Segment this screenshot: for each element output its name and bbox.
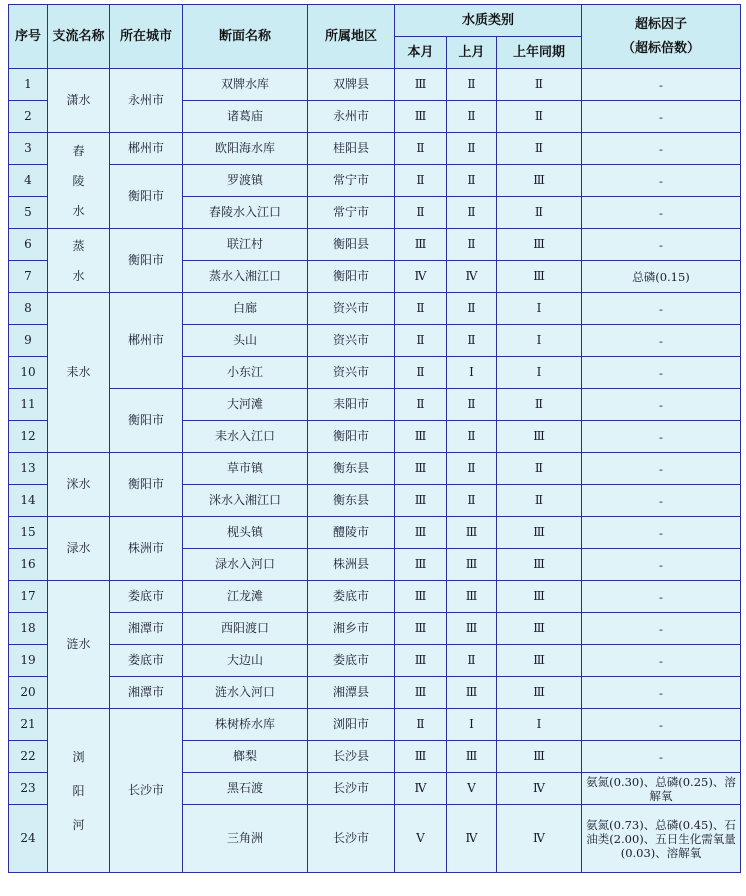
quality-last-year: Ⅲ [497, 677, 582, 709]
row-no: 3 [9, 133, 48, 165]
table-row [9, 581, 741, 613]
quality-last-year: Ⅰ [497, 293, 582, 325]
header-exceed [582, 5, 741, 69]
exceed-cell: - [582, 709, 741, 741]
quality-last-year: Ⅱ [497, 101, 582, 133]
exceed-cell: 氨氮(0.73)、总磷(0.45)、石油类(2.00)、五日生化需氧量(0.03)、溶解氧 [582, 805, 741, 873]
city-cell: 长沙市 [110, 709, 183, 873]
quality-this-month: Ⅳ [395, 261, 447, 293]
quality-last-month: Ⅱ [447, 101, 497, 133]
region-cell: 衡阳县 [308, 229, 395, 261]
quality-last-year: Ⅱ [497, 69, 582, 101]
header-quality-last-month: 上月 [447, 37, 497, 69]
header-exceed-title: 超标因子 [634, 16, 687, 32]
header-branch: 支流名称 [48, 5, 110, 69]
section-cell: 西阳渡口 [183, 613, 308, 645]
region-cell: 娄底市 [308, 581, 395, 613]
exceed-cell: - [582, 741, 741, 773]
exceed-cell: - [582, 389, 741, 421]
city-cell: 衡阳市 [110, 389, 183, 453]
quality-last-month: Ⅱ [447, 485, 497, 517]
quality-this-month: Ⅲ [395, 421, 447, 453]
table-row [9, 709, 741, 741]
section-cell: 蒸水入湘江口 [183, 261, 308, 293]
section-cell: 枧头镇 [183, 517, 308, 549]
exceed-cell: - [582, 645, 741, 677]
header-city: 所在城市 [110, 5, 183, 69]
region-cell: 长沙市 [308, 805, 395, 873]
quality-this-month: Ⅲ [395, 613, 447, 645]
branch-cell [48, 229, 110, 293]
water-quality-table [8, 4, 741, 873]
row-no: 24 [9, 805, 48, 873]
quality-last-month: Ⅱ [447, 293, 497, 325]
exceed-cell: - [582, 485, 741, 517]
section-cell: 大河滩 [183, 389, 308, 421]
quality-last-year: Ⅲ [497, 421, 582, 453]
table-row [9, 133, 741, 165]
header-region: 所属地区 [308, 5, 395, 69]
section-cell: 涟水入河口 [183, 677, 308, 709]
section-cell: 联江村 [183, 229, 308, 261]
section-cell: 渌水入河口 [183, 549, 308, 581]
branch-cell: 耒水 [48, 293, 110, 453]
quality-last-month: Ⅱ [447, 133, 497, 165]
quality-last-month: Ⅱ [447, 421, 497, 453]
quality-last-year: Ⅲ [497, 645, 582, 677]
quality-last-year: Ⅲ [497, 229, 582, 261]
quality-this-month: Ⅲ [395, 549, 447, 581]
section-cell: 洣水入湘江口 [183, 485, 308, 517]
branch-vertical-text: 蒸水 [72, 238, 85, 283]
region-cell: 常宁市 [308, 165, 395, 197]
exceed-cell: - [582, 197, 741, 229]
exceed-cell: - [582, 229, 741, 261]
table-row [9, 69, 741, 101]
section-cell: 罗渡镇 [183, 165, 308, 197]
section-cell: 三角洲 [183, 805, 308, 873]
exceed-cell: - [582, 613, 741, 645]
quality-last-month: Ⅱ [447, 325, 497, 357]
row-no: 16 [9, 549, 48, 581]
quality-this-month: Ⅱ [395, 709, 447, 741]
row-no: 15 [9, 517, 48, 549]
quality-last-year: Ⅲ [497, 613, 582, 645]
header-quality-this-month: 本月 [395, 37, 447, 69]
exceed-cell: - [582, 325, 741, 357]
branch-cell: 渌水 [48, 517, 110, 581]
quality-last-month: Ⅱ [447, 197, 497, 229]
row-no: 19 [9, 645, 48, 677]
region-cell: 娄底市 [308, 645, 395, 677]
quality-last-month: Ⅲ [447, 517, 497, 549]
region-cell: 桂阳县 [308, 133, 395, 165]
quality-last-year: Ⅰ [497, 357, 582, 389]
quality-last-month: Ⅲ [447, 613, 497, 645]
row-no: 17 [9, 581, 48, 613]
city-cell: 湘潭市 [110, 677, 183, 709]
city-cell: 郴州市 [110, 293, 183, 389]
section-cell: 株树桥水库 [183, 709, 308, 741]
exceed-cell: 氨氮(0.30)、总磷(0.25)、溶解氧 [582, 773, 741, 805]
table-row [9, 645, 741, 677]
region-cell: 永州市 [308, 101, 395, 133]
region-cell: 湘乡市 [308, 613, 395, 645]
exceed-cell: - [582, 421, 741, 453]
exceed-cell: 总磷(0.15) [582, 261, 741, 293]
quality-this-month: Ⅲ [395, 517, 447, 549]
city-cell: 郴州市 [110, 133, 183, 165]
branch-cell: 涟水 [48, 581, 110, 709]
region-cell: 耒阳市 [308, 389, 395, 421]
row-no: 21 [9, 709, 48, 741]
row-no: 20 [9, 677, 48, 709]
quality-this-month: Ⅴ [395, 805, 447, 873]
row-no: 11 [9, 389, 48, 421]
header-quality-last-year: 上年同期 [497, 37, 582, 69]
region-cell: 资兴市 [308, 357, 395, 389]
section-cell: 欧阳海水库 [183, 133, 308, 165]
section-cell: 榔梨 [183, 741, 308, 773]
exceed-cell: - [582, 165, 741, 197]
quality-last-year: Ⅳ [497, 773, 582, 805]
section-cell: 白廊 [183, 293, 308, 325]
table-row [9, 165, 741, 197]
city-cell: 娄底市 [110, 581, 183, 613]
row-no: 2 [9, 101, 48, 133]
quality-this-month: Ⅱ [395, 389, 447, 421]
quality-last-month: Ⅱ [447, 165, 497, 197]
row-no: 14 [9, 485, 48, 517]
section-cell: 诸葛庙 [183, 101, 308, 133]
table-row [9, 229, 741, 261]
branch-cell: 潇水 [48, 69, 110, 133]
quality-last-year: Ⅱ [497, 133, 582, 165]
quality-last-month: Ⅲ [447, 581, 497, 613]
exceed-cell: - [582, 581, 741, 613]
table-row [9, 613, 741, 645]
quality-this-month: Ⅲ [395, 741, 447, 773]
quality-last-month: Ⅰ [447, 709, 497, 741]
city-cell: 衡阳市 [110, 229, 183, 293]
quality-this-month: Ⅲ [395, 101, 447, 133]
quality-last-month: Ⅱ [447, 453, 497, 485]
table-row [9, 453, 741, 485]
branch-cell: 洣水 [48, 453, 110, 517]
region-cell: 资兴市 [308, 325, 395, 357]
quality-this-month: Ⅲ [395, 69, 447, 101]
exceed-cell: - [582, 101, 741, 133]
exceed-cell: - [582, 453, 741, 485]
quality-last-month: Ⅳ [447, 805, 497, 873]
exceed-cell: - [582, 133, 741, 165]
quality-this-month: Ⅲ [395, 645, 447, 677]
quality-this-month: Ⅱ [395, 357, 447, 389]
quality-last-year: Ⅳ [497, 805, 582, 873]
quality-last-month: Ⅱ [447, 389, 497, 421]
quality-this-month: Ⅲ [395, 581, 447, 613]
quality-last-month: Ⅲ [447, 549, 497, 581]
quality-this-month: Ⅳ [395, 773, 447, 805]
quality-last-year: Ⅱ [497, 485, 582, 517]
section-cell: 舂陵水入江口 [183, 197, 308, 229]
quality-this-month: Ⅲ [395, 677, 447, 709]
section-cell: 草市镇 [183, 453, 308, 485]
table-row [9, 293, 741, 325]
city-cell: 娄底市 [110, 645, 183, 677]
region-cell: 长沙县 [308, 741, 395, 773]
quality-last-year: Ⅱ [497, 197, 582, 229]
table-row [9, 677, 741, 709]
row-no: 10 [9, 357, 48, 389]
row-no: 6 [9, 229, 48, 261]
quality-last-month: Ⅴ [447, 773, 497, 805]
region-cell: 衡东县 [308, 485, 395, 517]
row-no: 5 [9, 197, 48, 229]
quality-last-year: Ⅱ [497, 389, 582, 421]
quality-this-month: Ⅱ [395, 197, 447, 229]
quality-last-month: Ⅱ [447, 229, 497, 261]
quality-this-month: Ⅱ [395, 293, 447, 325]
row-no: 1 [9, 69, 48, 101]
section-cell: 江龙滩 [183, 581, 308, 613]
quality-last-year: Ⅲ [497, 741, 582, 773]
city-cell: 衡阳市 [110, 453, 183, 517]
region-cell: 醴陵市 [308, 517, 395, 549]
branch-cell [48, 709, 110, 873]
region-cell: 常宁市 [308, 197, 395, 229]
quality-last-year: Ⅲ [497, 581, 582, 613]
quality-this-month: Ⅱ [395, 165, 447, 197]
region-cell: 资兴市 [308, 293, 395, 325]
quality-last-year: Ⅰ [497, 709, 582, 741]
exceed-cell: - [582, 357, 741, 389]
region-cell: 浏阳市 [308, 709, 395, 741]
quality-last-month: Ⅰ [447, 357, 497, 389]
region-cell: 衡阳市 [308, 261, 395, 293]
branch-vertical-text: 浏阳河 [72, 749, 85, 832]
section-cell: 小东江 [183, 357, 308, 389]
section-cell: 耒水入江口 [183, 421, 308, 453]
quality-this-month: Ⅲ [395, 229, 447, 261]
exceed-cell: - [582, 677, 741, 709]
row-no: 22 [9, 741, 48, 773]
row-no: 7 [9, 261, 48, 293]
branch-cell [48, 133, 110, 229]
row-no: 23 [9, 773, 48, 805]
city-cell: 湘潭市 [110, 613, 183, 645]
exceed-cell: - [582, 549, 741, 581]
section-cell: 头山 [183, 325, 308, 357]
city-cell: 永州市 [110, 69, 183, 133]
quality-last-month: Ⅲ [447, 741, 497, 773]
exceed-cell: - [582, 517, 741, 549]
header-seq: 序号 [9, 5, 48, 69]
exceed-cell: - [582, 293, 741, 325]
city-cell: 株洲市 [110, 517, 183, 581]
header-section: 断面名称 [183, 5, 308, 69]
quality-this-month: Ⅱ [395, 133, 447, 165]
quality-last-year: Ⅲ [497, 549, 582, 581]
exceed-cell: - [582, 69, 741, 101]
row-no: 4 [9, 165, 48, 197]
row-no: 18 [9, 613, 48, 645]
quality-last-year: Ⅲ [497, 261, 582, 293]
region-cell: 衡阳市 [308, 421, 395, 453]
quality-this-month: Ⅲ [395, 485, 447, 517]
section-cell: 大边山 [183, 645, 308, 677]
quality-this-month: Ⅲ [395, 453, 447, 485]
branch-vertical-text: 舂陵水 [72, 143, 85, 218]
row-no: 12 [9, 421, 48, 453]
region-cell: 长沙市 [308, 773, 395, 805]
region-cell: 株洲县 [308, 549, 395, 581]
table-row [9, 517, 741, 549]
header-exceed-sub: （超标倍数） [621, 40, 700, 56]
region-cell: 衡东县 [308, 453, 395, 485]
quality-last-year: Ⅰ [497, 325, 582, 357]
quality-last-year: Ⅲ [497, 517, 582, 549]
quality-this-month: Ⅱ [395, 325, 447, 357]
section-cell: 双牌水库 [183, 69, 308, 101]
city-cell: 衡阳市 [110, 165, 183, 229]
row-no: 8 [9, 293, 48, 325]
header-quality: 水质类别 [395, 5, 582, 37]
region-cell: 双牌县 [308, 69, 395, 101]
quality-last-month: Ⅲ [447, 677, 497, 709]
quality-last-year: Ⅲ [497, 165, 582, 197]
quality-last-month: Ⅱ [447, 69, 497, 101]
table-row [9, 389, 741, 421]
quality-last-year: Ⅱ [497, 453, 582, 485]
row-no: 13 [9, 453, 48, 485]
row-no: 9 [9, 325, 48, 357]
section-cell: 黑石渡 [183, 773, 308, 805]
quality-last-month: Ⅱ [447, 645, 497, 677]
quality-last-month: Ⅳ [447, 261, 497, 293]
region-cell: 湘潭县 [308, 677, 395, 709]
